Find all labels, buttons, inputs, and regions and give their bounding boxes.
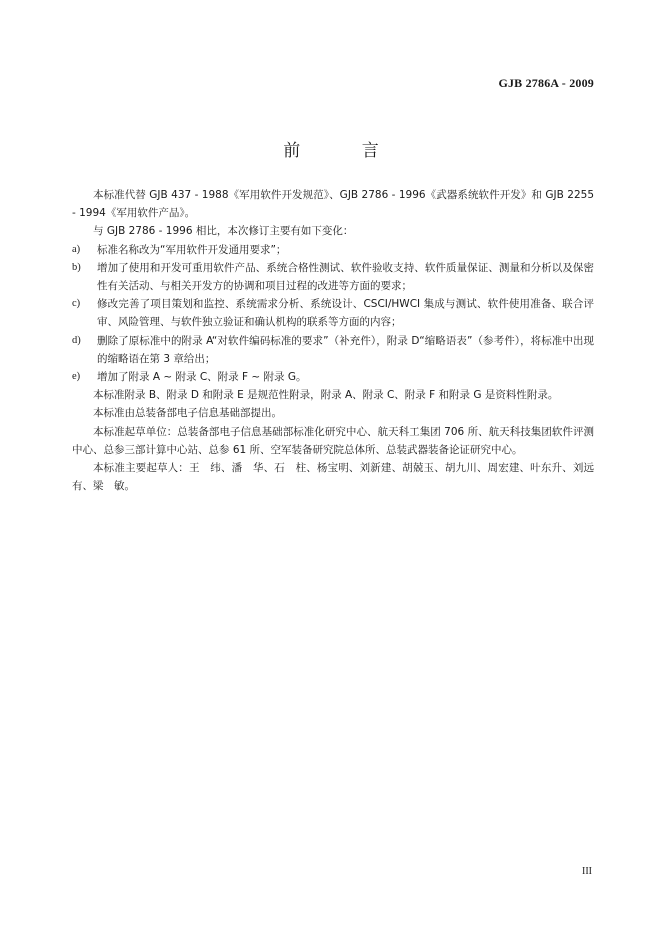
change-item-b — [72, 259, 594, 295]
replacement-paragraph: 本标准代替 GJB 437 - 1988《军用软件开发规范》、GJB 2786 - 1996《武器系统软件开发》和 GJB 2255 - 1994《军用软件产品》。 — [72, 189, 594, 220]
page-title: 前 言 — [283, 141, 407, 161]
change-item-text: 标准名称改为“军用软件开发通用要求”； — [97, 243, 287, 256]
change-item-text: 删除了原标准中的附录 A“对软件编码标准的要求”（补充件），附录 D“缩略语表”（参考件），将标准中出现的缩略语在第 3 章给出； — [97, 334, 594, 365]
change-item-a — [72, 241, 594, 259]
page-number: III — [582, 866, 592, 877]
change-item-text: 修改完善了项目策划和监控、系统需求分析、系统设计、CSCI/HWCI 集成与测试、软件使用准备、联合评审、风险管理、与软件独立验证和确认机构的联系等方面的内容； — [97, 298, 594, 329]
change-item-marker: c) — [72, 298, 81, 310]
change-item-d — [72, 332, 594, 368]
standard-code: GJB 2786A - 2009 — [498, 76, 594, 90]
change-item-text: 增加了附录 A ~ 附录 C、附录 F ~ 附录 G。 — [97, 371, 307, 384]
drafting-units-paragraph: 本标准起草单位：总装备部电子信息基础部标准化研究中心、航天科工集团 706 所、航天科技集团软件评测中心、总参三部计算中心站、总参 61 所、空军装备研究院总体所、总装武器装备论证研究中心。 — [72, 425, 594, 456]
change-item-marker: b) — [72, 261, 81, 273]
change-item-marker: a) — [72, 243, 81, 255]
changes-intro-paragraph: 与 GJB 2786 - 1996 相比，本次修订主要有如下变化： — [93, 225, 354, 238]
proposer-paragraph: 本标准由总装备部电子信息基础部提出。 — [93, 407, 282, 420]
change-item-c — [72, 295, 594, 331]
foreword-body — [72, 186, 594, 495]
change-item-text: 增加了使用和开发可重用软件产品、系统合格性测试、软件验收支持、软件质量保证、测量和分析以及保密性有关活动、与相关开发方的协调和项目过程的改进等方面的要求； — [97, 261, 594, 293]
appendix-paragraph: 本标准附录 B、附录 D 和附录 E 是规范性附录，附录 A、附录 C、附录 F 和附录 G 是资料性附录。 — [93, 389, 559, 402]
change-item-marker: e) — [72, 371, 81, 383]
change-item-marker: d) — [72, 334, 81, 346]
change-item-e — [72, 368, 594, 386]
drafters-paragraph: 本标准主要起草人：王 纬、潘 华、石 柱、杨宝明、刘新建、胡兢玉、胡九川、周宏建、叶东升、刘远有、梁 敏。 — [72, 462, 594, 493]
